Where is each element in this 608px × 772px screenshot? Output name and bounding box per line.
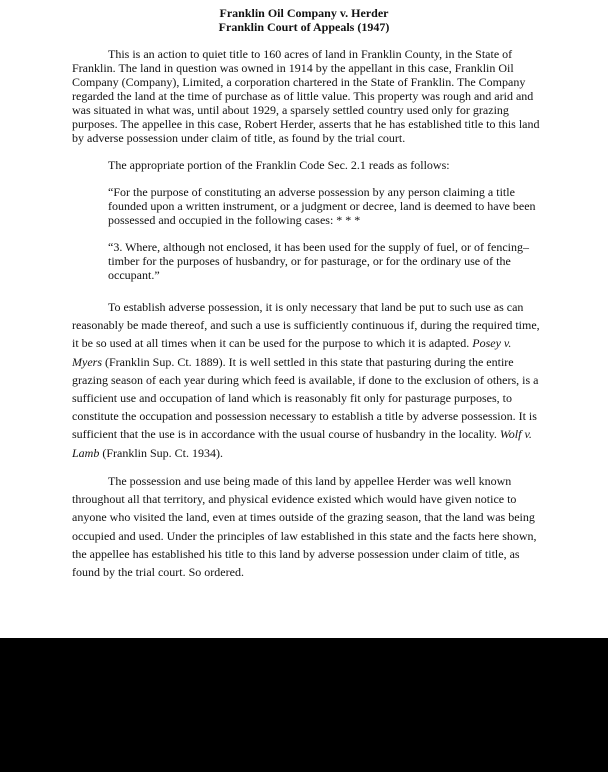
court-name: Franklin Court of Appeals (1947) (218, 20, 390, 34)
paragraph-facts: This is an action to quiet title to 160 acres of land in Franklin County, in the State of Franklin. The land in question was owned in 1914 by the appellant in this case, Franklin Oil Company (Company), Limited, a corporation chartered in the State of Franklin. The Company regarded the land at the time of purchase as of little value. This property was rough and arid and was situated in what was, until about 1929, a sparsely settled country used only for grazing purposes. The appellee in this case, Robert Herder, asserts that he has established title to this land by adverse possession under claim of title, as found by the trial court. (72, 47, 540, 145)
case-title: Franklin Oil Company v. Herder (219, 6, 389, 20)
case-citation-wolf: Wolf v. Lamb (72, 427, 532, 460)
legal-standard-text-c: (Franklin Sup. Ct. 1934). (99, 445, 224, 460)
legal-standard-text-a: To establish adverse possession, it is only necessary that land be put to such use as can reasonably be made thereof, and such a use is sufficiently continuous if, during the required time, it be so used at all times when it can be used for the purpose to which it is adapted. (72, 300, 540, 351)
case-citation-posey: Posey v. Myers (72, 336, 512, 369)
legal-standard-text-b: (Franklin Sup. Ct. 1889). It is well settled in this state that pasturing during the entire grazing season of each year during which feed is available, if done to the exclusion of others, is a sufficient use and occupation of land which is reasonably fit only for pasturage purposes, to constitute the occupation and possession necessary to establish a title by adverse possession. It is sufficient that the use is in accordance with the usual course of husbandry in the locality. (72, 354, 539, 442)
paragraph-holding: The possession and use being made of this land by appellee Herder was well known throughout all that territory, and physical evidence existed which would have given notice to anyone who visited the land, even at times outside of the grazing season, that the land was being occupied and used. Under the principles of law established in this state and the facts here shown, the appellee has established his title to this land by adverse possession under claim of title, as found by the trial court. So ordered. (72, 474, 537, 580)
paragraph-legal-standard (72, 298, 540, 462)
paragraph-code-intro: The appropriate portion of the Franklin Code Sec. 2.1 reads as follows: (108, 158, 450, 172)
quote-code-section: “For the purpose of constituting an adverse possession by any person claiming a title founded upon a written instrument, or a judgment or decree, land is deemed to have been possessed and occupied in the following cases: * * * (108, 185, 536, 227)
quote-code-clause-3: “3. Where, although not enclosed, it has been used for the supply of fuel, or of fencing–timber for the purposes of husbandry, or for pasturage, or for the ordinary use of the occupant.” (108, 240, 529, 282)
